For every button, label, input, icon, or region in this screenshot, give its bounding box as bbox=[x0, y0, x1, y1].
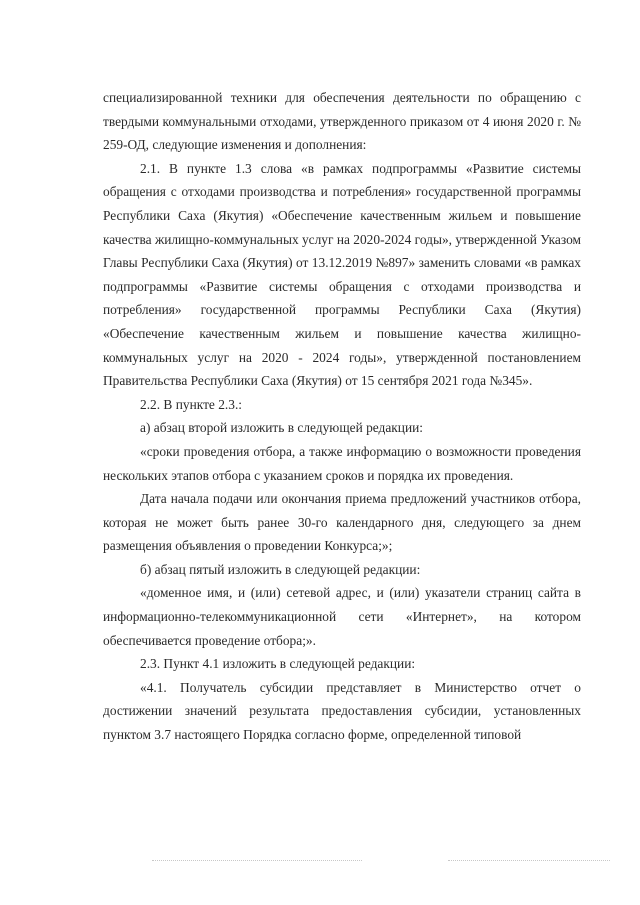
paragraph-2-2-a: а) абзац второй изложить в следующей редакции: bbox=[140, 420, 424, 436]
paragraph-2-2-b: б) абзац пятый изложить в следующей редакции: bbox=[140, 561, 421, 577]
paragraph-2-3: 2.3. Пункт 4.1 изложить в следующей редакции: bbox=[140, 656, 416, 672]
document-page bbox=[103, 86, 581, 747]
paragraph-intro: специализированной техники для обеспечения деятельности по обращению с твердыми коммунальными отходами, утвержденного приказом от 4 июня 2020 г. № 259-ОД, следующие изменения и дополнения: bbox=[103, 90, 581, 153]
paragraph-2-1: 2.1. В пункте 1.3 слова «в рамках подпрограммы «Развитие системы обращения с отходами производства и потребления» государственной программы Республики Саха (Якутия) «Обеспечение качественным жильем и повышение качества жилищно-коммунальных услуг на 2020-2024 годы», утвержденной Указом Главы Республики Саха (Якутия) от 13.12.2019 №897» заменить словами «в рамках подпрограммы «Развитие системы обращения с отходами производства и потребления» государственной программы Республики Саха (Якутия) «Обеспечение качественным жильем и повышение качества жилищно-коммунальных услуг на 2020 - 2024 годы», утвержденной постановлением Правительства Республики Саха (Якутия) от 15 сентября 2021 года №345». bbox=[103, 160, 581, 389]
paragraph-quote-start-date: Дата начала подачи или окончания приема предложений участников отбора, которая не может быть ранее 30-го календарного дня, следующего за днем размещения объявления о проведении Конкурса;»; bbox=[103, 491, 581, 554]
footer-dotted-line-right bbox=[448, 860, 610, 861]
paragraph-quote-domain: «доменное имя, и (или) сетевой адрес, и (или) указатели страниц сайта в информационно-телекоммуникационной сети «Интернет», на котором обеспечивается проведение отбора;». bbox=[103, 585, 581, 648]
footer-dotted-line-left bbox=[152, 860, 362, 861]
paragraph-quote-4-1: «4.1. Получатель субсидии представляет в Министерство отчет о достижении значений результата предоставления субсидии, установленных пунктом 3.7 настоящего Порядка согласно форме, определенной типовой bbox=[103, 679, 581, 743]
paragraph-quote-deadlines: «сроки проведения отбора, а также информацию о возможности проведения нескольких этапов отбора с указанием сроков и порядка их проведения. bbox=[103, 443, 581, 483]
paragraph-2-2: 2.2. В пункте 2.3.: bbox=[140, 396, 243, 412]
